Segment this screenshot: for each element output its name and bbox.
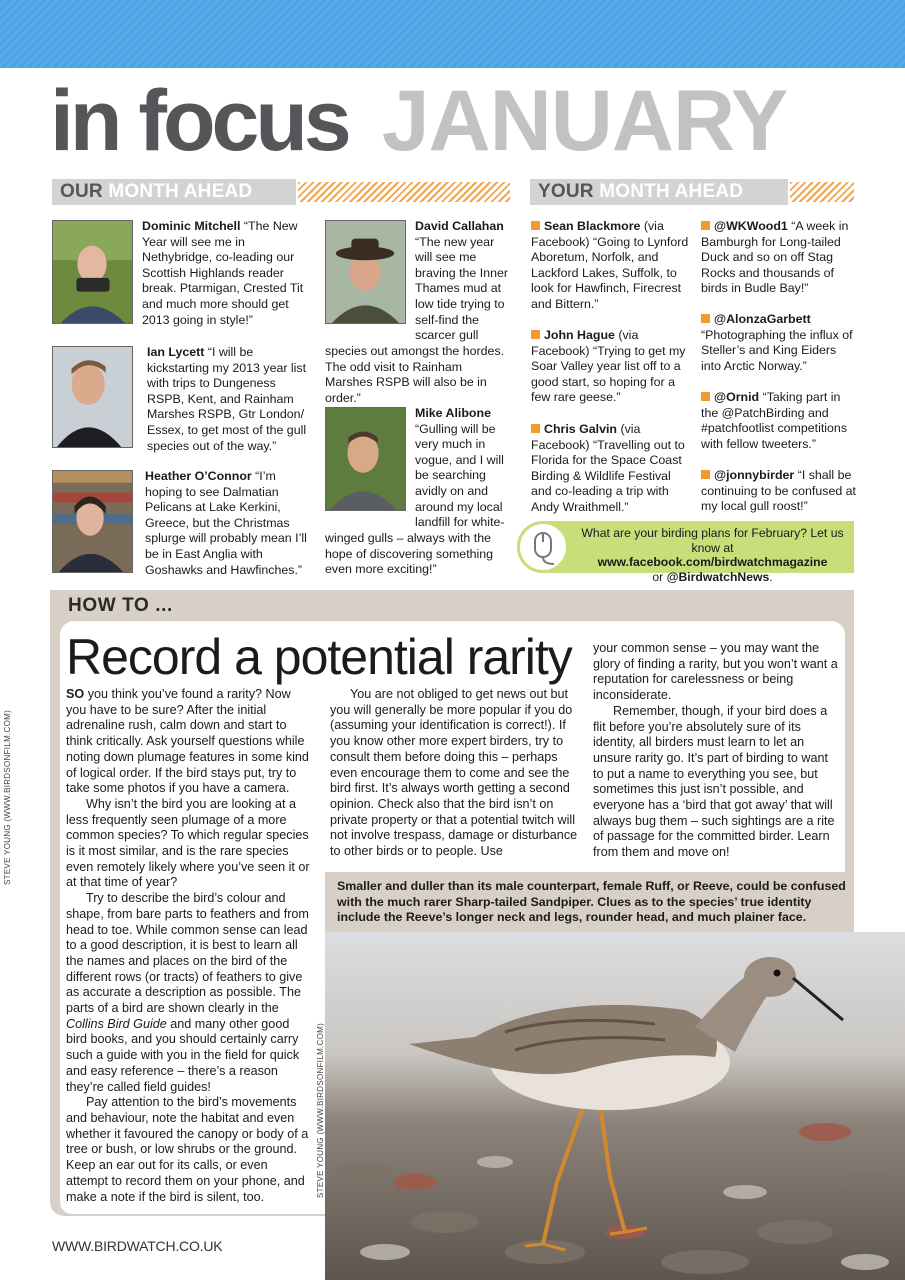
top-color-band	[0, 0, 905, 68]
facebook-link[interactable]: www.facebook.com/birdwatchmagazine	[597, 555, 828, 570]
bullet-square	[701, 392, 710, 401]
article-headline: Record a potential rarity	[66, 629, 572, 685]
photo-caption: Smaller and duller than its male counterpart, female Ruff, or Reeve, could be confused with the much rarer Sharp-tailed Sandpiper. Clues as to the species’ true identity include the Reeve’s longer neck and legs, rounder head, and much plainer face.	[337, 879, 846, 924]
bird-photo-credit: STEVE YOUNG (WWW.BIRDSONFILM.COM)	[316, 1022, 325, 1198]
photo-ian-lycett	[52, 346, 133, 448]
page-title	[50, 73, 788, 169]
photo-david-callahan	[325, 220, 406, 324]
title-in-focus: in focus	[50, 73, 348, 169]
reader-entry: John Hague (via Facebook) “Trying to get my Soar Valley year list off to a good start, so hoping for a few rare geese.”	[531, 328, 686, 405]
staff-entry-mike-cont: winged gulls – always with the hope of discovering something even more exciting!”	[325, 531, 494, 577]
title-month: JANUARY	[381, 73, 788, 169]
side-photo-credit: STEVE YOUNG (WWW.BIRDSONFILM.COM)	[3, 709, 12, 885]
reader-entry: Chris Galvin (via Facebook) “Travelling out to Florida for the Space Coast Birding & Wildlife Festival and co-leading a trip with Andy Wraithmell.”	[531, 422, 685, 514]
staff-entry-david: David Callahan “The new year will see me braving the Inner Thames mud at low tide trying to self-find the scarcer gull	[415, 219, 508, 343]
bullet-square	[701, 314, 710, 323]
howto-label: HOW TO ...	[68, 595, 173, 616]
hatch-decoration	[298, 182, 510, 202]
reader-entry: @WKWood1 “A week in Bamburgh for Long-tailed Duck and so on off Stag Rocks and thousands of birds in Budle Bay!”	[701, 219, 849, 296]
facebook-cta-box	[517, 521, 854, 584]
article-column-3: your common sense – you may want the glory of finding a rarity, but you won’t want a reputation for carelessness or being inconsiderate. Remember, though, if your bird does a flit before you’re absolutely sure of its identity, all birders must learn to let an unsure rarity go. It’s part of birding to want to put a name to everything you see, but sometimes this just isn’t possible, and everyone has a ‘bird that got away’ that will always bug them – such sightings are a rite of passage for the committed birder. Learn from them and move on!	[593, 641, 838, 860]
article-column-1: SO you think you’ve found a rarity? Now you have to be sure? After the initial adrenaline rush, calm down and start to think critically. Ask yourself questions while noting down plumage features in some kind of logical order. If the bird stays put, try to take some photos if you have a camera. Why isn’t the bird you are looking at a less frequently seen plumage of a more common species? To which regular species is it most similar, and is the rare species even remotely likely where you’ve seen it or at that time of year? Try to describe the bird’s colour and shape, from bare parts to feathers and from head to toe. While common sense can lead to a good description, it is best to learn all the names and places on the bird of the different rows (or tracts) of feathers to give as accurate a description as possible. The parts of a bird are shown clearly in the Collins Bird Guide and many other good bird books, and you should certainly carry such a guide with you in the field for quick and easy reference – there’s a reason they’re called field guides! Pay attention to the bird’s movements and behaviour, note the habitat and even whether it favoured the canopy or body of a tree or bush, or low shrubs or the ground. Keep an ear out for its calls, or even attempt to record them on your phone, and make a note if the bird is silent, too.	[66, 687, 310, 1204]
footer-url[interactable]: WWW.BIRDWATCH.CO.UK	[52, 1238, 223, 1254]
staff-entry-heather: Heather O’Connor “I’m hoping to see Dalmatian Pelicans at Lake Kerkini, Greece, but the Christmas splurge will probably mean I’ll be in East Anglia with Goshawks and Hawfinches.”	[145, 469, 307, 577]
your-month-ahead-header: YOUR MONTH AHEAD	[530, 179, 854, 205]
bullet-square	[701, 470, 710, 479]
photo-heather-oconnor	[52, 470, 133, 573]
reader-entry: Sean Blackmore (via Facebook) “Going to Lynford Aboretum, Norfolk, and Lackford Lakes, Suffolk, to look for Hawfinch, Firecrest and Bittern.”	[531, 219, 689, 311]
bullet-square	[531, 330, 540, 339]
twitter-link[interactable]: @BirdwatchNews	[666, 569, 770, 584]
hatch-decoration	[790, 182, 854, 202]
bullet-square	[531, 424, 540, 433]
photo-mike-alibone	[325, 407, 406, 511]
cta-text: What are your birding plans for February? Let us know at www.facebook.com/birdwatchmagazine or @BirdwatchNews.	[581, 526, 844, 584]
staff-entry-ian: Ian Lycett “I will be kickstarting my 2013 year list with trips to Dungeness RSPB, Kent, and Rainham Marshes RSPB, Gtr London/ Essex, to get most of the gull species out of the way.”	[147, 345, 307, 453]
staff-entry-mike: Mike Alibone “Gulling will be very much in vogue, and I will be searching avidly on and around my local landfill for white-	[415, 406, 505, 530]
mouse-icon	[517, 521, 569, 573]
reader-entry: @Ornid “Taking part in the @PatchBirding and #patchfootlist competitions with fellow tweeters.”	[701, 390, 848, 451]
photo-caption-box	[325, 872, 854, 932]
our-month-ahead-header: OUR MONTH AHEAD	[52, 179, 510, 205]
photo-dominic-mitchell	[52, 220, 133, 324]
staff-entry-dominic: Dominic Mitchell “The New Year will see me in Nethybridge, co-leading our Scottish Highlands reader break. Ptarmigan, Crested Tit and much more should get 2013 going in style!”	[142, 219, 304, 327]
bullet-square	[701, 221, 710, 230]
article-column-2: You are not obliged to get news out but you will generally be more popular if you do (assuming your identification is correct!). If you know other more expert birders, try to consult them before doing this – perhaps even encourage them to come and see the bird first. It’s always worth getting a second opinion. Check also that the bird isn’t on private property or that a potential twitch will not involve trespass, damage or disturbance to other birds or to people. Use	[330, 687, 578, 859]
reeve-photo	[325, 932, 905, 1280]
reader-entry: @jonnybirder “I shall be continuing to be confused at my local gull roost!”	[701, 468, 856, 514]
reader-entry: @AlonzaGarbett “Photographing the influx of Steller’s and King Eiders into Arctic Norway.”	[701, 312, 853, 373]
bullet-square	[531, 221, 540, 230]
staff-entry-david-cont: species out amongst the hordes. The odd visit to Rainham Marshes RSPB will also be in order.”	[325, 344, 505, 405]
